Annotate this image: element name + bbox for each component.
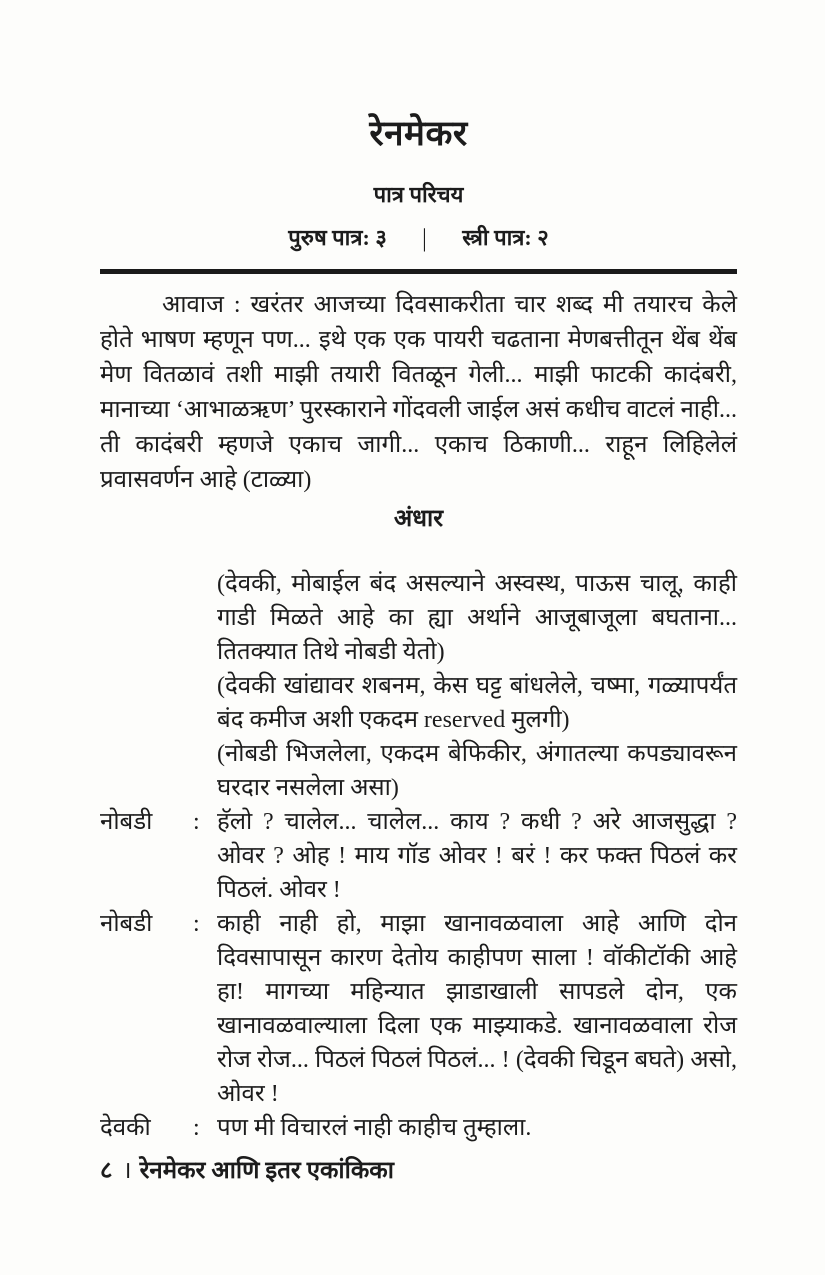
page-footer [100,1153,394,1186]
stage-directions-block [217,567,737,805]
page-number: ८ [100,1158,113,1184]
cast-section-heading: पात्र परिचय [373,181,464,207]
divider-rule [100,269,737,274]
cast-count-line [100,222,737,252]
book-title: रेनमेकर आणि इतर एकांकिका [139,1158,394,1184]
dialogue-text: पण मी विचारलं नाही काहीच तुम्हाला. [217,1114,532,1141]
stage-direction: (देवकी, मोबाईल बंद असल्याने अस्वस्थ, पाऊस चालू, काही गाडी मिळते आहे का ह्या अर्थाने आजूबाजूला बघताना... तितक्यात तिथे नोबडी येतो) [217,570,737,665]
dialogue-text: काही नाही हो, माझा खानावळवाला आहे आणि दोन दिवसापासून कारण देतोय काहीपण साला ! वॉकीटॉकी आहे हा! मागच्या महिन्यात झाडाखाली सापडले दोन, एक खानावळवाल्याला दिला एक माझ्याकडे. खानावळवाला रोज रोज रोज... पिठलं पिठलं पिठलं... ! (देवकी चिडून बघते) असो, ओवर ! [217,910,737,1107]
speaker-name: नोबडी [100,808,153,835]
male-cast-count: पुरुष पात्र: ३ [288,224,387,250]
dialogue-text: हॅलो ? चालेल... चालेल... काय ? कधी ? अरे आजसुद्धा ? ओवर ? ओह ! माय गॉड ओवर ! बरं ! कर फक्त पिठलं कर पिठलं. ओवर ! [217,808,737,903]
dialogue-colon: : [193,910,200,937]
dialogue-colon: : [193,808,200,835]
footer-separator: । [122,1158,132,1184]
female-cast-count: स्त्री पात्र: २ [462,224,549,250]
dialogue-row [100,805,737,907]
speaker-name: देवकी [100,1114,151,1141]
scene-heading: अंधार [393,505,444,532]
play-title: रेनमेकर [369,114,468,153]
speaker-name: नोबडी [100,910,153,937]
stage-direction: (देवकी खांद्यावर शबनम, केस घट्ट बांधलेले, चष्मा, गळ्यापर्यंत बंद कमीज अशी एकदम reserved मुलगी) [217,672,737,733]
dialogue-row [100,907,737,1111]
cast-separator-bar: | [422,222,427,252]
opening-monologue: आवाज : खरंतर आजच्या दिवसाकरीता चार शब्द मी तयारच केले होते भाषण म्हणून पण... इथे एक एक पायरी चढताना मेणबत्तीतून थेंब थेंब मेण वितळावं तशी माझी तयारी वितळून गेली... माझी फाटकी कादंबरी, मानाच्या ‘आभाळऋण’ पुरस्काराने गोंदवली जाईल असं कधीच वाटलं नाही... ती कादंबरी म्हणजे एकाच जागी... एकाच ठिकाणी... राहून लिहिलेलं प्रवासवर्णन आहे (टाळ्या) [100,291,737,493]
dialogue-colon: : [193,1114,200,1141]
stage-direction: (नोबडी भिजलेला, एकदम बेफिकीर, अंगातल्या कपड्यावरून घरदार नसलेला असा) [217,740,737,801]
dialogue-row [100,1111,737,1145]
